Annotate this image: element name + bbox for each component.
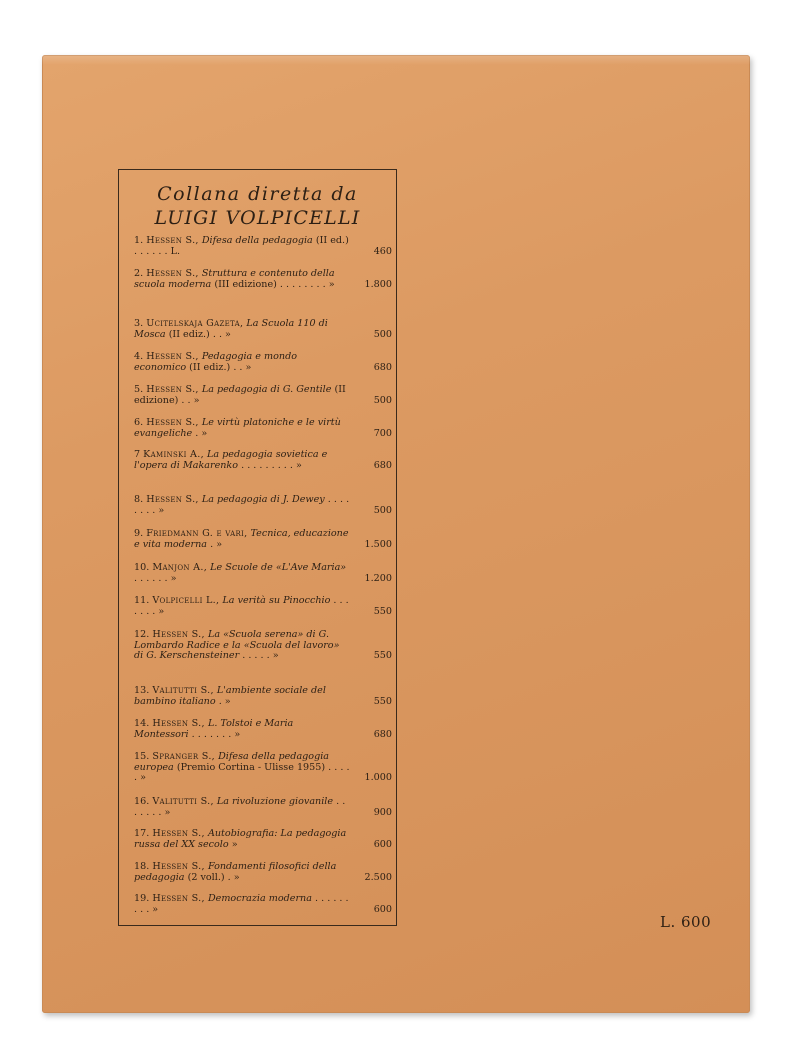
book-title: Democrazia moderna (207, 893, 312, 904)
book-title: Fondamenti filosofici della pedagogia (134, 861, 337, 883)
book-number: 10. (134, 562, 150, 573)
book-number: 13. (134, 685, 150, 696)
book-entry (134, 236, 394, 257)
series-editor-name: LUIGI VOLPICELLI (154, 207, 361, 229)
book-number: 12. (134, 629, 150, 640)
book-title: Le virtù platoniche e le virtù evangeliche (134, 417, 341, 439)
book-number: 11. (134, 595, 150, 606)
book-price: 900 (373, 806, 392, 818)
series-heading: Collana diretta da (157, 183, 358, 205)
book-title: Pedagogia e mondo economico (134, 351, 297, 373)
book-detail: (II edizione) . . » (134, 384, 346, 406)
book-price: 600 (373, 903, 392, 915)
book-detail: (II ediz.) . . » (168, 328, 231, 340)
book-price: 680 (373, 728, 392, 740)
book-entry (134, 894, 394, 915)
book-author: Hessen S., (146, 268, 199, 279)
book-entry (134, 719, 394, 740)
book-author: Hessen S., (146, 384, 199, 395)
book-number: 17. (134, 828, 150, 839)
book-title: Struttura e contenuto della scuola moderna (134, 268, 335, 290)
book-title: La rivoluzione giovanile (216, 796, 334, 807)
book-author: Hessen S., (146, 417, 199, 428)
book-price: 680 (373, 459, 392, 471)
book-author: Spranger S., (152, 751, 216, 762)
book-detail: . . . . . . . » (134, 595, 349, 617)
book-price: 1.800 (364, 278, 392, 290)
book-number: 2. (134, 268, 144, 279)
book-detail: (Premio Cortina - Ulisse 1955) . . . . . » (134, 761, 350, 784)
book-entry (134, 829, 394, 850)
book-author: Hessen S., (152, 828, 205, 839)
book-author: Hessen S., (152, 718, 205, 729)
book-detail: . . . . . . . » (134, 796, 346, 818)
book-title: Tecnica, educazione e vita moderna (134, 528, 349, 550)
book-price: 550 (373, 695, 392, 707)
book-author: Kaminski A., (143, 449, 204, 460)
book-entry (134, 563, 394, 584)
book-author: Valitutti S., (152, 685, 214, 696)
book-title: La pedagogia di J. Dewey (201, 494, 325, 505)
book-price: 460 (373, 245, 392, 257)
book-number: 1. (134, 235, 144, 246)
book-price: 1.200 (364, 572, 392, 584)
book-number: 8. (134, 494, 144, 505)
book-price: 1.500 (364, 538, 392, 550)
book-price: 2.500 (364, 871, 392, 883)
book-detail: (III edizione) . . . . . . . . » (214, 278, 335, 290)
book-number: 18. (134, 861, 150, 872)
book-author: Ucitelskaja Gazeta, (146, 318, 244, 329)
book-detail: . » (210, 538, 223, 550)
book-price: 1.000 (364, 772, 392, 784)
book-number: 9. (134, 528, 144, 539)
book-author: Hessen S., (146, 494, 199, 505)
book-number: 7 (134, 449, 141, 460)
book-author: Hessen S., (152, 629, 205, 640)
book-detail: (2 voll.) . » (187, 871, 240, 883)
book-title: Difesa della pedagogia europea (134, 751, 330, 773)
book-number: 15. (134, 751, 150, 762)
book-detail: . » (218, 695, 231, 707)
book-detail: . . . . . . » (134, 572, 177, 584)
book-number: 19. (134, 893, 150, 904)
book-entry (134, 418, 394, 439)
book-entry (134, 495, 394, 516)
book-detail: . . . . . . . . » (134, 494, 350, 516)
book-entry (134, 352, 394, 373)
book-detail: . » (195, 427, 208, 439)
book-title: Autobiografia: La pedagogia russa del XX secolo (134, 828, 347, 850)
book-number: 5. (134, 384, 144, 395)
book-number: 4. (134, 351, 144, 362)
book-title: La «Scuola serena» di G. Lombardo Radice e la «Scuola del lavoro» di G. Kerschensteiner (134, 629, 340, 662)
book-detail: . . . . . » (242, 650, 279, 662)
book-price: 500 (373, 504, 392, 516)
book-title: L. Tolstoi e Maria Montessori (134, 718, 294, 740)
book-price: 550 (373, 650, 392, 662)
book-price: 550 (373, 605, 392, 617)
book-title: La verità su Pinocchio (222, 595, 331, 606)
book-entry (134, 450, 394, 471)
book-author: Friedmann G. e vari, (146, 528, 248, 539)
book-entry (134, 797, 394, 818)
cover-price: L. 600 (660, 913, 712, 931)
book-detail: . . . . . . . . . » (241, 459, 302, 471)
book-detail: . . . . . . . . . » (134, 893, 349, 915)
book-author: Valitutti S., (152, 796, 214, 807)
book-author: Hessen S., (152, 861, 205, 872)
book-price: 500 (373, 394, 392, 406)
book-author: Volpicelli L., (152, 595, 220, 606)
book-price: 600 (373, 838, 392, 850)
book-detail: (II ed.) . . . . . . L. (134, 235, 349, 257)
book-author: Hessen S., (152, 893, 205, 904)
book-entry (134, 529, 394, 550)
book-author: Manjon A., (152, 562, 208, 573)
book-author: Hessen S., (146, 235, 199, 246)
book-price: 680 (373, 361, 392, 373)
book-title: Le Scuole de «L'Ave Maria» (210, 562, 347, 573)
book-detail: . . . . . . . » (191, 728, 241, 740)
book-entry (134, 686, 394, 707)
book-detail: » (231, 838, 238, 850)
book-detail: (II ediz.) . . » (189, 361, 252, 373)
book-number: 16. (134, 796, 150, 807)
book-title: La Scuola 110 di Mosca (134, 318, 328, 340)
book-price: 700 (373, 427, 392, 439)
book-entry (134, 385, 394, 406)
book-entry (134, 862, 394, 883)
series-catalog-box (118, 169, 397, 926)
book-entry (134, 596, 394, 617)
book-author: Hessen S., (146, 351, 199, 362)
book-title: L'ambiente sociale del bambino italiano (134, 685, 326, 707)
book-title: Difesa della pedagogia (201, 235, 313, 246)
book-entry (134, 630, 394, 662)
series-header (119, 170, 396, 230)
book-entry (134, 319, 394, 340)
book-price: 500 (373, 328, 392, 340)
book-title: La pedagogia di G. Gentile (201, 384, 332, 395)
book-entry (134, 269, 394, 290)
book-number: 3. (134, 318, 144, 329)
book-number: 6. (134, 417, 144, 428)
book-title: La pedagogia sovietica e l'opera di Makarenko (134, 449, 328, 471)
book-number: 14. (134, 718, 150, 729)
book-entry (134, 752, 394, 784)
